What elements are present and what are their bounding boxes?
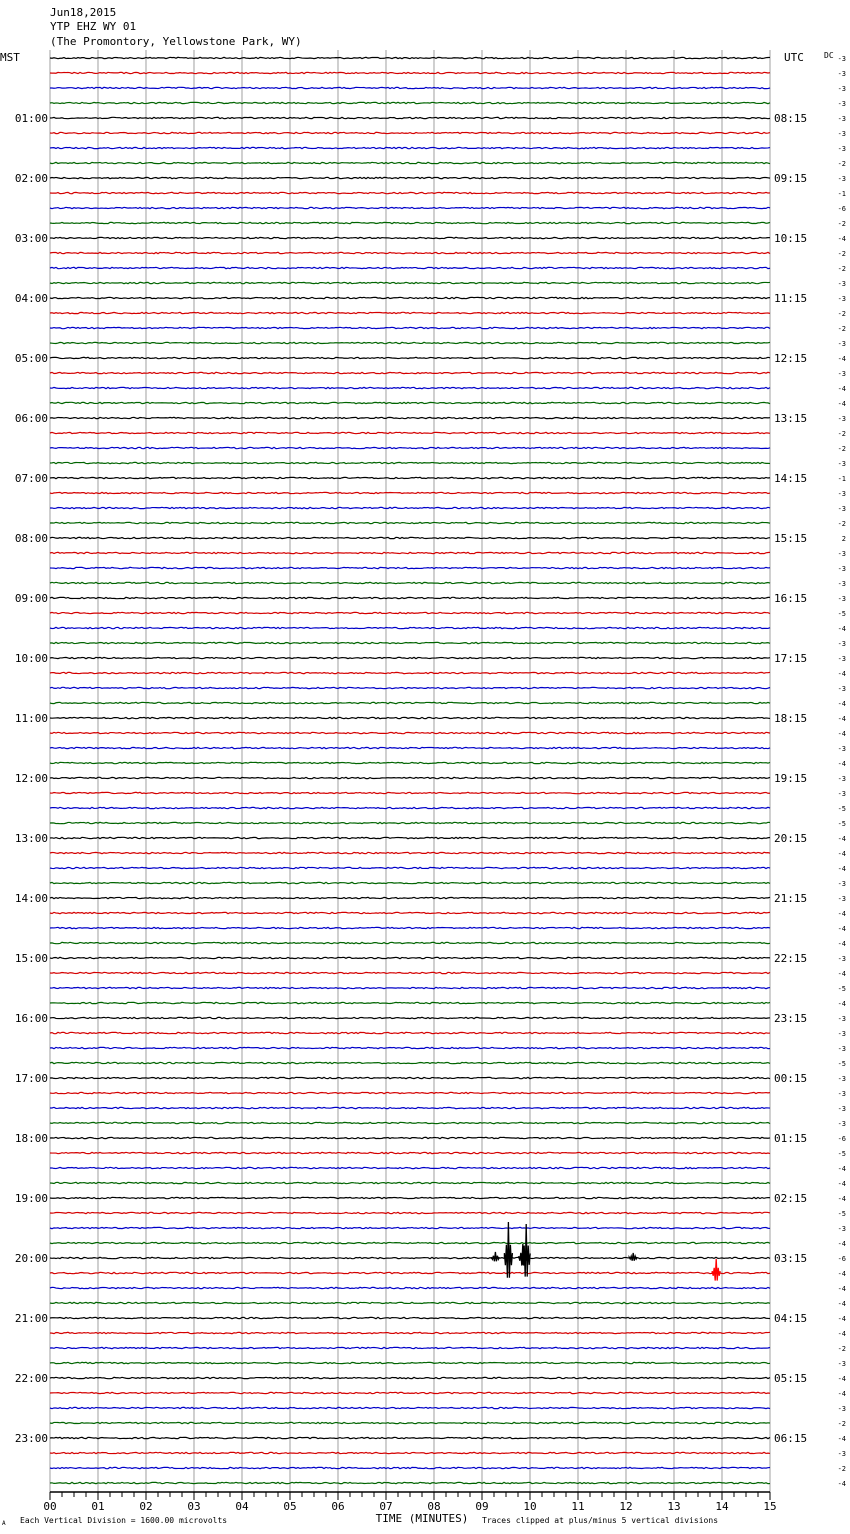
trace-line: [50, 747, 770, 748]
dc-offset-label: -2: [837, 1465, 846, 1473]
right-hour-label: 19:15: [774, 772, 808, 785]
dc-offset-label: -2: [837, 445, 846, 453]
left-hour-label: 07:00: [14, 472, 48, 485]
dc-offset-label: -3: [837, 340, 846, 348]
right-hour-label: 15:15: [774, 532, 808, 545]
trace-line: [50, 252, 770, 253]
dc-offset-label: -4: [837, 910, 846, 918]
dc-offset-label: -2: [837, 325, 846, 333]
dc-offset-label: -3: [837, 1075, 846, 1083]
trace-line: [50, 867, 770, 868]
trace-line: [50, 1287, 770, 1288]
station-code: YTP EHZ WY 01: [50, 20, 137, 33]
trace-line: [50, 237, 770, 238]
dc-offset-label: -3: [837, 100, 846, 108]
dc-offset-label: -1: [837, 190, 846, 198]
right-hour-label: 03:15: [774, 1252, 808, 1265]
trace-line: [50, 987, 770, 988]
x-axis: [43, 1492, 776, 1513]
dc-offset-label: -6: [837, 1255, 846, 1263]
x-tick-label: 04: [235, 1500, 249, 1513]
dc-offset-label: -3: [837, 1045, 846, 1053]
left-hour-label: 10:00: [14, 652, 48, 665]
left-hour-label: 16:00: [14, 1012, 48, 1025]
dc-offset-label: -3: [837, 70, 846, 78]
dc-offset-label: -3: [837, 505, 846, 513]
seismic-event: [491, 1252, 499, 1261]
left-hour-label: 01:00: [14, 112, 48, 125]
dc-offset-label: -3: [837, 955, 846, 963]
left-hour-label: 06:00: [14, 412, 48, 425]
trace-line: [50, 1452, 770, 1453]
dc-offset-label: -2: [837, 160, 846, 168]
trace-line: [50, 1137, 770, 1138]
clip-note: Traces clipped at plus/minus 5 vertical divisions: [482, 1516, 719, 1525]
dc-offset-label: -4: [837, 850, 846, 858]
dc-offset-label: -5: [837, 985, 846, 993]
dc-offset-label: -3: [837, 550, 846, 558]
left-hour-label: 08:00: [14, 532, 48, 545]
left-hour-label: 13:00: [14, 832, 48, 845]
x-tick-label: 10: [523, 1500, 537, 1513]
trace-line: [50, 417, 770, 418]
trace-line: [50, 327, 770, 328]
dc-offset-label: -2: [837, 1345, 846, 1353]
dc-offset-label: -2: [837, 265, 846, 273]
dc-offset-label: -4: [837, 1240, 846, 1248]
trace-line: [50, 432, 770, 433]
trace-line: [50, 717, 770, 718]
trace-line: [50, 1077, 770, 1078]
trace-line: [50, 177, 770, 178]
trace-line: [50, 1392, 770, 1393]
trace-line: [50, 732, 770, 733]
dc-offset-label: -5: [837, 610, 846, 618]
trace-line: [50, 282, 770, 283]
trace-line: [50, 1032, 770, 1033]
trace-line: [50, 882, 770, 883]
dc-offset-label: -4: [837, 385, 846, 393]
dc-offset-label: -4: [837, 835, 846, 843]
left-hour-label: 12:00: [14, 772, 48, 785]
seismic-event: [522, 1224, 530, 1277]
dc-offset-label: -3: [837, 790, 846, 798]
trace-line: [50, 852, 770, 853]
trace-line: [50, 927, 770, 928]
dc-offset-label: -4: [837, 865, 846, 873]
trace-line: [50, 117, 770, 118]
seismic-event: [712, 1259, 720, 1281]
dc-offset-label: -4: [837, 1195, 846, 1203]
dc-offset-label: -3: [837, 655, 846, 663]
dc-offset-label: -4: [837, 355, 846, 363]
dc-offset-label: -4: [837, 925, 846, 933]
trace-line: [50, 582, 770, 583]
dc-offset-label: -3: [837, 685, 846, 693]
right-hour-label: 11:15: [774, 292, 808, 305]
x-tick-label: 07: [379, 1500, 393, 1513]
dc-offset-header: DC: [824, 51, 834, 60]
trace-line: [50, 1152, 770, 1153]
left-hour-label: 02:00: [14, 172, 48, 185]
trace-line: [50, 552, 770, 553]
right-hour-label: 22:15: [774, 952, 808, 965]
x-tick-label: 13: [667, 1500, 681, 1513]
dc-offset-label: -3: [837, 145, 846, 153]
dc-offset-label: -2: [837, 220, 846, 228]
dc-offset-label: -3: [837, 1225, 846, 1233]
right-hour-label: 23:15: [774, 1012, 808, 1025]
x-tick-label: 02: [139, 1500, 153, 1513]
dc-offset-labels: [838, 55, 846, 1488]
trace-line: [50, 612, 770, 613]
dc-offset-label: -2: [837, 250, 846, 258]
x-tick-label: 06: [331, 1500, 345, 1513]
dc-offset-label: -1: [837, 475, 846, 483]
right-hour-label: 04:15: [774, 1312, 808, 1325]
dc-offset-label: -4: [837, 700, 846, 708]
x-axis-label: TIME (MINUTES): [375, 1512, 469, 1525]
trace-line: [50, 1347, 770, 1348]
right-hour-labels: [774, 112, 807, 1445]
x-tick-label: 14: [715, 1500, 729, 1513]
dc-offset-label: -3: [837, 640, 846, 648]
trace-line: [50, 312, 770, 313]
trace-line: [50, 957, 770, 958]
trace-line: [50, 372, 770, 373]
left-hour-label: 18:00: [14, 1132, 48, 1145]
left-hour-label: 22:00: [14, 1372, 48, 1385]
left-hour-label: 09:00: [14, 592, 48, 605]
trace-line: [50, 597, 770, 598]
dc-offset-label: -4: [837, 1375, 846, 1383]
trace-line: [50, 1092, 770, 1093]
right-hour-label: 14:15: [774, 472, 808, 485]
left-timezone-label: MST: [0, 51, 20, 64]
dc-offset-label: -4: [837, 760, 846, 768]
dc-offset-label: -3: [837, 55, 846, 63]
trace-line: [50, 1017, 770, 1018]
trace-line: [50, 1407, 770, 1408]
trace-line: [50, 102, 770, 103]
x-tick-label: 11: [571, 1500, 585, 1513]
left-hour-label: 15:00: [14, 952, 48, 965]
trace-line: [50, 1047, 770, 1048]
left-hour-labels: [15, 112, 48, 1445]
right-hour-label: 01:15: [774, 1132, 808, 1145]
left-hour-label: 03:00: [14, 232, 48, 245]
trace-line: [50, 537, 770, 538]
trace-line: [50, 162, 770, 163]
trace-line: [50, 1257, 770, 1258]
trace-line: [50, 132, 770, 133]
trace-line: [50, 1197, 770, 1198]
seismic-event: [504, 1222, 512, 1278]
left-hour-label: 04:00: [14, 292, 48, 305]
dc-offset-label: -3: [837, 490, 846, 498]
dc-offset-label: -3: [837, 1120, 846, 1128]
plot-grid: [50, 50, 770, 1492]
dc-offset-label: -4: [837, 625, 846, 633]
dc-offset-label: -3: [837, 775, 846, 783]
dc-offset-label: -2: [837, 1420, 846, 1428]
x-tick-label: 05: [283, 1500, 297, 1513]
right-hour-label: 06:15: [774, 1432, 808, 1445]
trace-line: [50, 192, 770, 193]
trace-line: [50, 1122, 770, 1123]
dc-offset-label: -6: [837, 1135, 846, 1143]
left-hour-label: 21:00: [14, 1312, 48, 1325]
x-tick-label: 00: [43, 1500, 57, 1513]
trace-line: [50, 492, 770, 493]
dc-offset-label: -4: [837, 1165, 846, 1173]
trace-line: [50, 402, 770, 403]
dc-offset-label: -3: [837, 415, 846, 423]
trace-line: [50, 762, 770, 763]
trace-line: [50, 567, 770, 568]
dc-offset-label: -5: [837, 1210, 846, 1218]
right-hour-label: 16:15: [774, 592, 808, 605]
record-date: Jun18,2015: [50, 6, 117, 19]
dc-offset-label: -4: [837, 1180, 846, 1188]
right-hour-label: 05:15: [774, 1372, 808, 1385]
trace-line: [50, 1107, 770, 1108]
dc-offset-label: -3: [837, 115, 846, 123]
trace-line: [50, 1002, 770, 1003]
trace-line: [50, 222, 770, 223]
dc-offset-label: -4: [837, 400, 846, 408]
station-location: (The Promontory, Yellowstone Park, WY): [50, 35, 302, 48]
trace-line: [50, 1437, 770, 1438]
trace-line: [50, 657, 770, 658]
trace-line: [50, 1302, 770, 1303]
right-hour-label: 13:15: [774, 412, 808, 425]
dc-offset-label: -2: [837, 520, 846, 528]
dc-offset-label: -3: [837, 460, 846, 468]
trace-line: [50, 1272, 770, 1273]
left-hour-label: 11:00: [14, 712, 48, 725]
dc-offset-label: -3: [837, 85, 846, 93]
trace-line: [50, 357, 770, 358]
trace-line: [50, 477, 770, 478]
dc-offset-label: -3: [837, 1015, 846, 1023]
right-hour-label: 20:15: [774, 832, 808, 845]
left-hour-label: 23:00: [14, 1432, 48, 1445]
dc-offset-label: -4: [837, 1300, 846, 1308]
dc-offset-label: -4: [837, 1480, 846, 1488]
dc-offset-label: -3: [837, 1360, 846, 1368]
trace-line: [50, 1227, 770, 1228]
trace-line: [50, 267, 770, 268]
trace-line: [50, 72, 770, 73]
right-hour-label: 17:15: [774, 652, 808, 665]
trace-line: [50, 702, 770, 703]
trace-line: [50, 462, 770, 463]
dc-offset-label: -3: [837, 295, 846, 303]
trace-line: [50, 507, 770, 508]
dc-offset-label: -3: [837, 1405, 846, 1413]
trace-line: [50, 1422, 770, 1423]
dc-offset-label: -4: [837, 670, 846, 678]
dc-offset-label: -5: [837, 820, 846, 828]
dc-offset-label: -5: [837, 805, 846, 813]
dc-offset-label: -4: [837, 970, 846, 978]
trace-line: [50, 87, 770, 88]
trace-line: [50, 1182, 770, 1183]
trace-line: [50, 57, 770, 58]
dc-offset-label: -3: [837, 565, 846, 573]
event-marks: [491, 1222, 720, 1281]
right-hour-label: 10:15: [774, 232, 808, 245]
trace-line: [50, 792, 770, 793]
dc-offset-label: -3: [837, 580, 846, 588]
dc-offset-label: -3: [837, 1030, 846, 1038]
right-hour-label: 12:15: [774, 352, 808, 365]
right-hour-label: 00:15: [774, 1072, 808, 1085]
trace-line: [50, 942, 770, 943]
right-timezone-label: UTC: [784, 51, 804, 64]
trace-line: [50, 1362, 770, 1363]
trace-line: [50, 1062, 770, 1063]
x-tick-label: 15: [763, 1500, 777, 1513]
dc-offset-label: -6: [837, 205, 846, 213]
right-hour-label: 18:15: [774, 712, 808, 725]
trace-line: [50, 1317, 770, 1318]
trace-line: [50, 1242, 770, 1243]
trace-line: [50, 1332, 770, 1333]
dc-offset-label: -4: [837, 1285, 846, 1293]
x-tick-label: 12: [619, 1500, 633, 1513]
left-hour-label: 05:00: [14, 352, 48, 365]
scale-note: Each Vertical Division = 1600.00 microvolts: [20, 1516, 228, 1525]
trace-line: [50, 1467, 770, 1468]
dc-offset-label: -4: [837, 1390, 846, 1398]
left-hour-label: 20:00: [14, 1252, 48, 1265]
dc-offset-label: -3: [837, 895, 846, 903]
trace-line: [50, 147, 770, 148]
right-hour-label: 02:15: [774, 1192, 808, 1205]
dc-offset-label: -4: [837, 1000, 846, 1008]
dc-offset-label: -4: [837, 1315, 846, 1323]
dc-offset-label: -3: [837, 1090, 846, 1098]
x-tick-label: 01: [91, 1500, 105, 1513]
trace-line: [50, 777, 770, 778]
trace-line: [50, 672, 770, 673]
corner-mark: A: [2, 1520, 6, 1527]
trace-line: [50, 807, 770, 808]
trace-line: [50, 1167, 770, 1168]
dc-offset-label: -3: [837, 1450, 846, 1458]
trace-line: [50, 1482, 770, 1483]
trace-line: [50, 342, 770, 343]
dc-offset-label: -2: [837, 310, 846, 318]
left-hour-label: 14:00: [14, 892, 48, 905]
dc-offset-label: -4: [837, 1330, 846, 1338]
dc-offset-label: 2: [841, 535, 846, 543]
trace-line: [50, 627, 770, 628]
dc-offset-label: -3: [837, 595, 846, 603]
trace-line: [50, 972, 770, 973]
trace-line: [50, 297, 770, 298]
left-hour-label: 17:00: [14, 1072, 48, 1085]
dc-offset-label: -4: [837, 1435, 846, 1443]
x-tick-label: 09: [475, 1500, 489, 1513]
trace-line: [50, 822, 770, 823]
trace-line: [50, 687, 770, 688]
dc-offset-label: -4: [837, 940, 846, 948]
dc-offset-label: -4: [837, 1270, 846, 1278]
dc-offset-label: -3: [837, 370, 846, 378]
dc-offset-label: -3: [837, 130, 846, 138]
dc-offset-label: -3: [837, 175, 846, 183]
dc-offset-label: -3: [837, 1105, 846, 1113]
trace-line: [50, 912, 770, 913]
trace-line: [50, 447, 770, 448]
dc-offset-label: -5: [837, 1150, 846, 1158]
right-hour-label: 09:15: [774, 172, 808, 185]
dc-offset-label: -3: [837, 745, 846, 753]
trace-line: [50, 837, 770, 838]
seismic-event: [629, 1253, 637, 1261]
trace-line: [50, 897, 770, 898]
dc-offset-label: -3: [837, 280, 846, 288]
dc-offset-label: -2: [837, 430, 846, 438]
trace-line: [50, 387, 770, 388]
dc-offset-label: -4: [837, 730, 846, 738]
dc-offset-label: -4: [837, 235, 846, 243]
left-hour-label: 19:00: [14, 1192, 48, 1205]
trace-line: [50, 522, 770, 523]
right-hour-label: 08:15: [774, 112, 808, 125]
trace-line: [50, 207, 770, 208]
trace-line: [50, 1377, 770, 1378]
right-hour-label: 21:15: [774, 892, 808, 905]
trace-line: [50, 642, 770, 643]
trace-lines: [50, 57, 770, 1483]
x-tick-label: 08: [427, 1500, 441, 1513]
x-tick-label: 03: [187, 1500, 201, 1513]
trace-line: [50, 1212, 770, 1213]
dc-offset-label: -5: [837, 1060, 846, 1068]
dc-offset-label: -3: [837, 880, 846, 888]
dc-offset-label: -4: [837, 715, 846, 723]
